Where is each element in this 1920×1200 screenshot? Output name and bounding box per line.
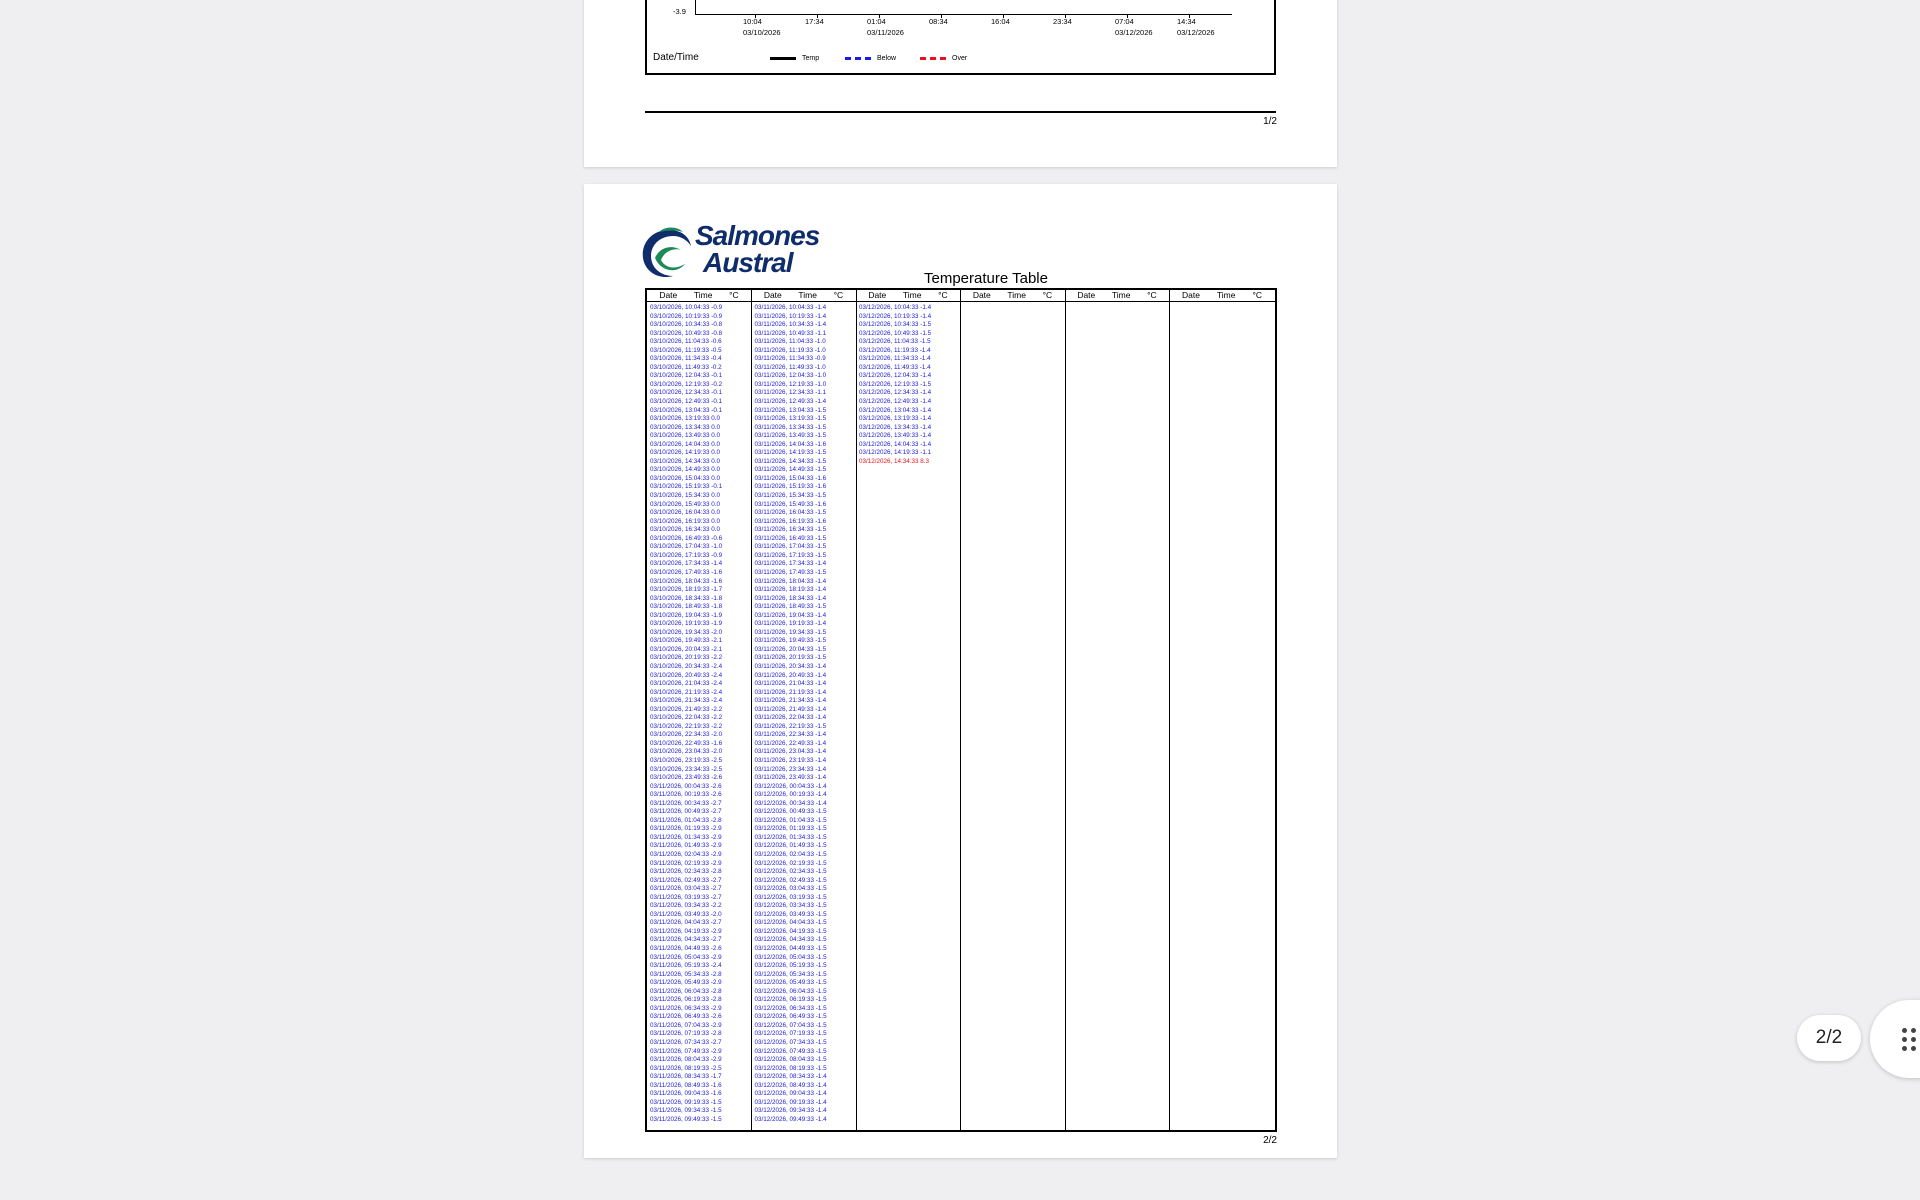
table-row: 03/10/2026, 12:34:33 -0.1	[650, 389, 723, 397]
table-row: 03/12/2026, 05:04:33 -1.5	[754, 953, 827, 961]
table-row: 03/10/2026, 17:34:33 -1.4	[650, 560, 723, 568]
table-row: 03/11/2026, 16:34:33 -1.5	[754, 526, 827, 534]
table-row: 03/12/2026, 10:19:33 -1.4	[859, 312, 932, 320]
table-row: 03/10/2026, 17:04:33 -1.0	[650, 543, 723, 551]
table-row: 03/10/2026, 18:49:33 -1.8	[650, 603, 723, 611]
table-row: 03/12/2026, 13:19:33 -1.4	[859, 415, 932, 423]
legend-temp	[770, 55, 819, 62]
table-row: 03/11/2026, 12:49:33 -1.4	[754, 398, 827, 406]
x-tick-label	[867, 17, 904, 37]
table-row: 03/11/2026, 15:49:33 -1.6	[754, 500, 827, 508]
column-header	[1170, 290, 1275, 302]
table-row: 03/12/2026, 05:34:33 -1.5	[754, 970, 827, 978]
column-header-label: °C	[729, 290, 739, 300]
table-row: 03/12/2026, 06:04:33 -1.5	[754, 987, 827, 995]
table-row: 03/11/2026, 09:04:33 -1.6	[650, 1090, 722, 1098]
table-row: 03/10/2026, 14:49:33 0.0	[650, 466, 721, 474]
table-row: 03/11/2026, 19:34:33 -1.5	[754, 628, 827, 636]
table-row: 03/12/2026, 14:04:33 -1.4	[859, 440, 932, 448]
table-row: 03/10/2026, 21:04:33 -2.4	[650, 680, 723, 688]
column-header	[752, 290, 856, 302]
table-row: 03/11/2026, 04:04:33 -2.7	[650, 919, 722, 927]
table-row: 03/11/2026, 16:49:33 -1.5	[754, 534, 827, 542]
x-tick-label	[805, 17, 824, 28]
table-row: 03/10/2026, 20:49:33 -2.4	[650, 671, 723, 679]
table-row: 03/12/2026, 12:19:33 -1.5	[859, 380, 932, 388]
table-row: 03/11/2026, 04:49:33 -2.6	[650, 945, 722, 953]
column-header-label: Date	[868, 290, 887, 300]
x-tick-time: 10:04	[743, 17, 762, 26]
table-row: 03/12/2026, 07:34:33 -1.5	[754, 1039, 827, 1047]
table-row: 03/10/2026, 23:34:33 -2.5	[650, 765, 723, 773]
column-header	[1065, 290, 1169, 302]
legend-temp-label: Temp	[802, 55, 820, 62]
table-row: 03/11/2026, 19:49:33 -1.5	[754, 637, 827, 645]
table-row: 03/11/2026, 11:34:33 -0.9	[754, 355, 826, 363]
x-tick-date: 03/12/2026	[1115, 28, 1153, 37]
table-row: 03/10/2026, 22:49:33 -1.6	[650, 739, 723, 747]
table-row: 03/10/2026, 12:04:33 -0.1	[650, 372, 723, 380]
table-row: 03/10/2026, 20:34:33 -2.4	[650, 662, 723, 670]
table-row: 03/11/2026, 17:49:33 -1.5	[754, 568, 827, 576]
table-row: 03/10/2026, 13:19:33 0.0	[650, 415, 721, 423]
table-row: 03/12/2026, 13:49:33 -1.4	[859, 432, 932, 440]
temperature-table	[645, 288, 1277, 1132]
page-indicator: 2/2	[1797, 1015, 1861, 1061]
x-tick-label	[991, 17, 1010, 28]
table-row: 03/11/2026, 11:19:33 -1.0	[754, 346, 826, 354]
table-row: 03/11/2026, 17:04:33 -1.5	[754, 543, 827, 551]
table-row: 03/11/2026, 09:49:33 -1.5	[650, 1115, 722, 1123]
x-tick-date: 03/11/2026	[867, 28, 904, 37]
table-row: 03/10/2026, 15:04:33 0.0	[650, 474, 721, 482]
logo-line-1: Salmones	[695, 220, 820, 251]
x-tick-time: 07:04	[1115, 17, 1134, 26]
table-row: 03/12/2026, 14:34:33 8.3	[859, 457, 930, 465]
table-row: 03/11/2026, 20:19:33 -1.5	[754, 654, 827, 662]
table-column	[647, 290, 752, 1130]
table-row: 03/11/2026, 02:34:33 -2.8	[650, 868, 722, 876]
table-row: 03/12/2026, 01:19:33 -1.5	[754, 825, 827, 833]
column-header-label: °C	[1147, 290, 1157, 300]
table-row: 03/10/2026, 15:19:33 -0.1	[650, 483, 723, 491]
table-row: 03/10/2026, 11:19:33 -0.5	[650, 346, 722, 354]
table-row: 03/11/2026, 22:04:33 -1.4	[754, 714, 827, 722]
table-row: 03/11/2026, 15:04:33 -1.6	[754, 474, 827, 482]
table-row: 03/11/2026, 05:04:33 -2.9	[650, 953, 722, 961]
table-row: 03/11/2026, 21:04:33 -1.4	[754, 680, 827, 688]
table-row: 03/10/2026, 21:34:33 -2.4	[650, 697, 723, 705]
table-row: 03/11/2026, 22:34:33 -1.4	[754, 731, 827, 739]
table-row: 03/11/2026, 23:04:33 -1.4	[754, 748, 827, 756]
table-row: 03/10/2026, 20:04:33 -2.1	[650, 645, 723, 653]
table-row: 03/11/2026, 00:04:33 -2.6	[650, 782, 722, 790]
page-number: 1/2	[1263, 116, 1277, 127]
table-row: 03/11/2026, 12:04:33 -1.0	[754, 372, 827, 380]
table-row: 03/12/2026, 08:19:33 -1.5	[754, 1064, 827, 1072]
table-row: 03/11/2026, 16:19:33 -1.6	[754, 517, 827, 525]
table-row: 03/12/2026, 03:49:33 -1.5	[754, 910, 827, 918]
table-row: 03/11/2026, 10:04:33 -1.4	[754, 304, 827, 311]
table-row: 03/12/2026, 07:49:33 -1.5	[754, 1047, 827, 1055]
table-row: 03/12/2026, 04:49:33 -1.5	[754, 945, 827, 953]
table-row: 03/10/2026, 10:49:33 -0.8	[650, 329, 723, 337]
table-row: 03/12/2026, 02:04:33 -1.5	[754, 851, 827, 858]
x-tick-date: 03/10/2026	[743, 28, 781, 37]
column-header-label: Time	[1111, 290, 1131, 300]
table-row: 03/10/2026, 14:19:33 0.0	[650, 449, 721, 457]
table-row: 03/11/2026, 21:34:33 -1.4	[754, 697, 827, 705]
table-row: 03/11/2026, 02:04:33 -2.9	[650, 851, 722, 858]
table-row: 03/11/2026, 05:19:33 -2.4	[650, 962, 722, 970]
table-row: 03/11/2026, 08:34:33 -1.7	[650, 1073, 722, 1081]
table-row: 03/11/2026, 08:19:33 -2.5	[650, 1064, 722, 1072]
table-row: 03/11/2026, 22:49:33 -1.4	[754, 739, 827, 747]
table-row: 03/12/2026, 05:49:33 -1.5	[754, 979, 827, 987]
x-tick-date: 03/12/2026	[1177, 28, 1215, 37]
table-row: 03/12/2026, 12:04:33 -1.4	[859, 372, 932, 380]
table-row: 03/11/2026, 13:19:33 -1.5	[754, 415, 827, 423]
table-row: 03/10/2026, 23:49:33 -2.6	[650, 774, 723, 782]
table-row: 03/10/2026, 21:19:33 -2.4	[650, 688, 723, 696]
table-row: 03/12/2026, 14:19:33 -1.1	[859, 449, 932, 457]
table-row: 03/11/2026, 14:49:33 -1.5	[754, 466, 827, 474]
table-row: 03/11/2026, 06:04:33 -2.8	[650, 987, 722, 995]
table-row: 03/12/2026, 10:04:33 -1.4	[859, 304, 932, 311]
table-row: 03/12/2026, 00:34:33 -1.4	[754, 799, 827, 807]
table-row: 03/12/2026, 02:19:33 -1.5	[754, 859, 827, 867]
x-tick-label	[1177, 17, 1215, 37]
table-row: 03/10/2026, 20:19:33 -2.2	[650, 654, 723, 662]
logo-line-2: Austral	[703, 247, 793, 278]
footer-rule	[645, 111, 1276, 113]
table-row: 03/11/2026, 01:34:33 -2.9	[650, 833, 722, 841]
table-row: 03/10/2026, 14:34:33 0.0	[650, 457, 721, 465]
column-header	[856, 290, 960, 302]
legend-below	[845, 55, 896, 62]
table-row: 03/11/2026, 13:04:33 -1.5	[754, 406, 827, 414]
table-row: 03/11/2026, 06:49:33 -2.6	[650, 1013, 722, 1021]
table-row: 03/10/2026, 13:49:33 0.0	[650, 432, 721, 440]
table-row: 03/12/2026, 01:49:33 -1.5	[754, 842, 827, 850]
toolbar-button[interactable]	[1870, 1000, 1920, 1078]
table-row: 03/11/2026, 07:04:33 -2.9	[650, 1021, 722, 1029]
table-row: 03/12/2026, 03:34:33 -1.5	[754, 902, 827, 910]
legend-over-swatch	[920, 57, 946, 60]
table-row: 03/11/2026, 19:04:33 -1.4	[754, 611, 827, 619]
table-row: 03/10/2026, 19:34:33 -2.0	[650, 628, 723, 636]
table-row: 03/11/2026, 07:19:33 -2.8	[650, 1030, 722, 1038]
table-row: 03/11/2026, 09:19:33 -1.5	[650, 1098, 722, 1106]
table-row: 03/11/2026, 01:04:33 -2.8	[650, 816, 722, 824]
y-axis-min-label: -3.9	[673, 7, 686, 16]
column-header-label: Time	[1007, 290, 1026, 300]
table-row: 03/11/2026, 05:49:33 -2.9	[650, 979, 722, 987]
table-row: 03/11/2026, 14:34:33 -1.5	[754, 457, 827, 465]
table-row: 03/12/2026, 11:19:33 -1.4	[859, 346, 931, 354]
legend-over-label: Over	[952, 55, 968, 62]
table-row: 03/12/2026, 09:34:33 -1.4	[754, 1107, 827, 1115]
table-row: 03/11/2026, 15:19:33 -1.6	[754, 483, 827, 491]
table-row: 03/11/2026, 13:34:33 -1.5	[754, 423, 827, 431]
table-row: 03/10/2026, 10:34:33 -0.8	[650, 321, 723, 329]
table-row: 03/11/2026, 21:19:33 -1.4	[754, 688, 827, 696]
table-row: 03/11/2026, 13:49:33 -1.5	[754, 432, 827, 440]
table-row: 03/12/2026, 12:34:33 -1.4	[859, 389, 932, 397]
table-row: 03/10/2026, 11:04:33 -0.6	[650, 338, 722, 346]
table-row: 03/10/2026, 17:49:33 -1.6	[650, 568, 723, 576]
table-row: 03/11/2026, 06:34:33 -2.9	[650, 1004, 722, 1012]
table-row: 03/11/2026, 04:19:33 -2.9	[650, 927, 722, 935]
table-row: 03/12/2026, 09:04:33 -1.4	[754, 1090, 827, 1098]
table-row: 03/11/2026, 00:49:33 -2.7	[650, 808, 722, 816]
pdf-page-2	[584, 184, 1337, 1158]
table-row: 03/11/2026, 03:34:33 -2.2	[650, 902, 722, 910]
grid-dots-icon	[1902, 1028, 1916, 1052]
table-row: 03/11/2026, 23:49:33 -1.4	[754, 774, 827, 782]
table-row: 03/10/2026, 18:19:33 -1.7	[650, 586, 723, 594]
table-row: 03/11/2026, 18:34:33 -1.4	[754, 594, 827, 602]
table-row: 03/11/2026, 20:34:33 -1.4	[754, 662, 827, 670]
table-row: 03/11/2026, 10:19:33 -1.4	[754, 312, 827, 320]
x-tick-time: 16:04	[991, 17, 1010, 26]
table-row: 03/11/2026, 00:34:33 -2.7	[650, 799, 722, 807]
table-row: 03/12/2026, 02:49:33 -1.5	[754, 876, 827, 884]
column-header	[961, 290, 1065, 302]
table-row: 03/10/2026, 13:04:33 -0.1	[650, 406, 723, 414]
table-column	[856, 290, 961, 1130]
table-row: 03/12/2026, 10:49:33 -1.5	[859, 329, 932, 337]
table-row: 03/10/2026, 16:34:33 0.0	[650, 526, 721, 534]
pdf-page-1	[584, 0, 1337, 167]
table-row: 03/11/2026, 14:04:33 -1.6	[754, 440, 827, 448]
table-row: 03/11/2026, 23:34:33 -1.4	[754, 765, 827, 773]
table-row: 03/11/2026, 18:04:33 -1.4	[754, 577, 827, 585]
table-row: 03/11/2026, 05:34:33 -2.8	[650, 970, 722, 978]
table-row: 03/11/2026, 06:19:33 -2.8	[650, 996, 722, 1004]
table-row: 03/12/2026, 07:04:33 -1.5	[754, 1021, 827, 1029]
table-row: 03/10/2026, 16:04:33 0.0	[650, 509, 721, 517]
table-row: 03/10/2026, 17:19:33 -0.9	[650, 551, 723, 559]
x-tick-time: 08:34	[929, 17, 948, 26]
table-row: 03/11/2026, 02:49:33 -2.7	[650, 876, 722, 884]
table-row: 03/12/2026, 00:04:33 -1.4	[754, 782, 827, 790]
column-header-label: Time	[902, 290, 922, 300]
table-row: 03/12/2026, 09:19:33 -1.4	[754, 1098, 827, 1106]
table-row: 03/11/2026, 04:34:33 -2.7	[650, 936, 722, 944]
table-row: 03/12/2026, 09:49:33 -1.4	[754, 1115, 827, 1123]
x-tick-time: 01:04	[867, 17, 886, 26]
table-row: 03/12/2026, 11:49:33 -1.4	[859, 363, 931, 371]
table-title: Temperature Table	[924, 270, 1048, 287]
table-row: 03/12/2026, 06:34:33 -1.5	[754, 1004, 827, 1012]
page-number: 2/2	[1263, 1135, 1277, 1146]
salmones-austral-logo	[639, 222, 839, 284]
column-header-label: Date	[1077, 290, 1096, 300]
table-row: 03/11/2026, 01:19:33 -2.9	[650, 825, 722, 833]
column-header-label: °C	[1252, 290, 1263, 300]
table-column	[1170, 290, 1275, 1130]
table-row: 03/11/2026, 00:19:33 -2.6	[650, 791, 722, 799]
table-row: 03/12/2026, 04:34:33 -1.5	[754, 936, 827, 944]
table-row: 03/11/2026, 03:49:33 -2.0	[650, 910, 722, 918]
table-row: 03/12/2026, 02:34:33 -1.5	[754, 868, 827, 876]
table-row: 03/12/2026, 00:49:33 -1.5	[754, 808, 827, 816]
column-header-label: Time	[798, 290, 817, 300]
table-row: 03/10/2026, 11:34:33 -0.4	[650, 355, 722, 363]
x-tick-label	[1053, 17, 1072, 28]
table-row: 03/10/2026, 10:04:33 -0.9	[650, 304, 723, 311]
x-tick-label	[743, 17, 781, 37]
column-header	[647, 290, 751, 302]
table-row: 03/12/2026, 08:34:33 -1.4	[754, 1073, 827, 1081]
table-row: 03/12/2026, 10:34:33 -1.5	[859, 321, 932, 329]
table-row: 03/11/2026, 02:19:33 -2.9	[650, 859, 722, 867]
table-row: 03/10/2026, 21:49:33 -2.2	[650, 705, 723, 713]
x-tick-label	[1115, 17, 1153, 37]
table-row: 03/11/2026, 14:19:33 -1.5	[754, 449, 827, 457]
table-row: 03/10/2026, 15:49:33 0.0	[650, 500, 721, 508]
table-row: 03/12/2026, 04:19:33 -1.5	[754, 927, 827, 935]
table-row: 03/11/2026, 11:04:33 -1.0	[754, 338, 826, 346]
table-row: 03/11/2026, 15:34:33 -1.5	[754, 492, 827, 500]
table-row: 03/11/2026, 23:19:33 -1.4	[754, 756, 827, 764]
table-row: 03/11/2026, 19:19:33 -1.4	[754, 620, 827, 628]
table-row: 03/12/2026, 08:04:33 -1.5	[754, 1056, 827, 1064]
table-row: 03/11/2026, 08:49:33 -1.6	[650, 1081, 722, 1089]
table-row: 03/11/2026, 01:49:33 -2.9	[650, 842, 722, 850]
table-row: 03/10/2026, 19:49:33 -2.1	[650, 637, 723, 645]
table-row: 03/12/2026, 00:19:33 -1.4	[754, 791, 827, 799]
table-column	[752, 290, 857, 1130]
table-row: 03/12/2026, 13:34:33 -1.4	[859, 423, 932, 431]
table-row: 03/11/2026, 07:34:33 -2.7	[650, 1039, 722, 1047]
table-row: 03/11/2026, 12:19:33 -1.0	[754, 380, 827, 388]
column-header-label: °C	[938, 290, 948, 300]
table-row: 03/11/2026, 12:34:33 -1.1	[754, 389, 827, 397]
column-header-label: Date	[1181, 290, 1200, 300]
temperature-chart	[645, 0, 1276, 75]
table-row: 03/10/2026, 22:04:33 -2.2	[650, 714, 723, 722]
table-row: 03/10/2026, 16:19:33 0.0	[650, 517, 721, 525]
table-row: 03/10/2026, 12:19:33 -0.2	[650, 380, 723, 388]
table-row: 03/11/2026, 18:49:33 -1.5	[754, 603, 827, 611]
column-header-label: Time	[693, 290, 713, 300]
table-row: 03/11/2026, 17:34:33 -1.4	[754, 560, 827, 568]
x-tick-label	[929, 17, 948, 28]
table-row: 03/12/2026, 04:04:33 -1.5	[754, 919, 827, 927]
table-row: 03/11/2026, 09:34:33 -1.5	[650, 1107, 722, 1115]
x-tick-time: 23:34	[1053, 17, 1072, 26]
table-row: 03/11/2026, 16:04:33 -1.5	[754, 509, 827, 517]
table-row: 03/11/2026, 17:19:33 -1.5	[754, 551, 827, 559]
table-row: 03/12/2026, 11:34:33 -1.4	[859, 355, 931, 363]
table-row: 03/10/2026, 15:34:33 0.0	[650, 492, 721, 500]
table-row: 03/10/2026, 18:04:33 -1.6	[650, 577, 723, 585]
table-row: 03/10/2026, 10:19:33 -0.9	[650, 312, 723, 320]
table-row: 03/12/2026, 06:19:33 -1.5	[754, 996, 827, 1004]
table-row: 03/11/2026, 10:49:33 -1.1	[754, 329, 827, 337]
table-row: 03/12/2026, 12:49:33 -1.4	[859, 398, 932, 406]
table-row: 03/11/2026, 03:19:33 -2.7	[650, 893, 722, 901]
table-row: 03/12/2026, 07:19:33 -1.5	[754, 1030, 827, 1038]
legend-over	[920, 55, 967, 62]
x-tick-time: 14:34	[1177, 17, 1196, 26]
table-column	[961, 290, 1066, 1130]
table-row: 03/12/2026, 01:34:33 -1.5	[754, 833, 827, 841]
table-row: 03/11/2026, 20:04:33 -1.5	[754, 645, 827, 653]
column-header-label: Date	[659, 290, 678, 300]
table-row: 03/11/2026, 07:49:33 -2.9	[650, 1047, 722, 1055]
table-row: 03/12/2026, 13:04:33 -1.4	[859, 406, 932, 414]
table-row: 03/10/2026, 18:34:33 -1.8	[650, 594, 723, 602]
legend-temp-swatch	[770, 57, 796, 60]
table-row: 03/10/2026, 23:19:33 -2.5	[650, 756, 723, 764]
table-row: 03/11/2026, 08:04:33 -2.9	[650, 1056, 722, 1064]
x-tick-time: 17:34	[805, 17, 824, 26]
table-row: 03/10/2026, 16:49:33 -0.6	[650, 534, 723, 542]
table-row: 03/11/2026, 03:04:33 -2.7	[650, 885, 722, 893]
table-row: 03/12/2026, 03:04:33 -1.5	[754, 885, 827, 893]
x-axis-title: Date/Time	[653, 52, 699, 63]
table-row: 03/11/2026, 20:49:33 -1.4	[754, 671, 827, 679]
table-row: 03/12/2026, 01:04:33 -1.5	[754, 816, 827, 824]
table-row: 03/11/2026, 18:19:33 -1.4	[754, 586, 827, 594]
column-header-label: Time	[1216, 290, 1236, 300]
table-row: 03/10/2026, 14:04:33 0.0	[650, 440, 721, 448]
table-column	[1065, 290, 1170, 1130]
fish-logo-icon	[639, 222, 699, 284]
table-row: 03/12/2026, 05:19:33 -1.5	[754, 962, 827, 970]
table-row: 03/10/2026, 13:34:33 0.0	[650, 423, 721, 431]
logo-wordmark	[695, 222, 819, 276]
table-row: 03/10/2026, 22:19:33 -2.2	[650, 722, 723, 730]
column-header-label: °C	[1042, 290, 1053, 300]
table-row: 03/11/2026, 21:49:33 -1.4	[754, 705, 827, 713]
legend-below-label: Below	[877, 55, 897, 62]
table-row: 03/10/2026, 19:04:33 -1.9	[650, 611, 723, 619]
table-row: 03/11/2026, 11:49:33 -1.0	[754, 363, 826, 371]
table-row: 03/10/2026, 11:49:33 -0.2	[650, 363, 722, 371]
table-row: 03/10/2026, 19:19:33 -1.9	[650, 620, 723, 628]
column-header-label: °C	[833, 290, 844, 300]
legend-below-swatch	[845, 57, 871, 60]
table-row: 03/10/2026, 22:34:33 -2.0	[650, 731, 723, 739]
table-row: 03/10/2026, 12:49:33 -0.1	[650, 398, 723, 406]
table-row: 03/11/2026, 22:19:33 -1.5	[754, 722, 827, 730]
table-row: 03/10/2026, 23:04:33 -2.0	[650, 748, 723, 756]
table-row: 03/12/2026, 06:49:33 -1.5	[754, 1013, 827, 1021]
table-row: 03/12/2026, 11:04:33 -1.5	[859, 338, 931, 346]
table-row: 03/12/2026, 03:19:33 -1.5	[754, 893, 827, 901]
column-header-label: Date	[763, 290, 782, 300]
column-header-label: Date	[972, 290, 991, 300]
table-row: 03/12/2026, 08:49:33 -1.4	[754, 1081, 827, 1089]
table-row: 03/11/2026, 10:34:33 -1.4	[754, 321, 827, 329]
chart-plot-area	[695, 0, 1232, 15]
